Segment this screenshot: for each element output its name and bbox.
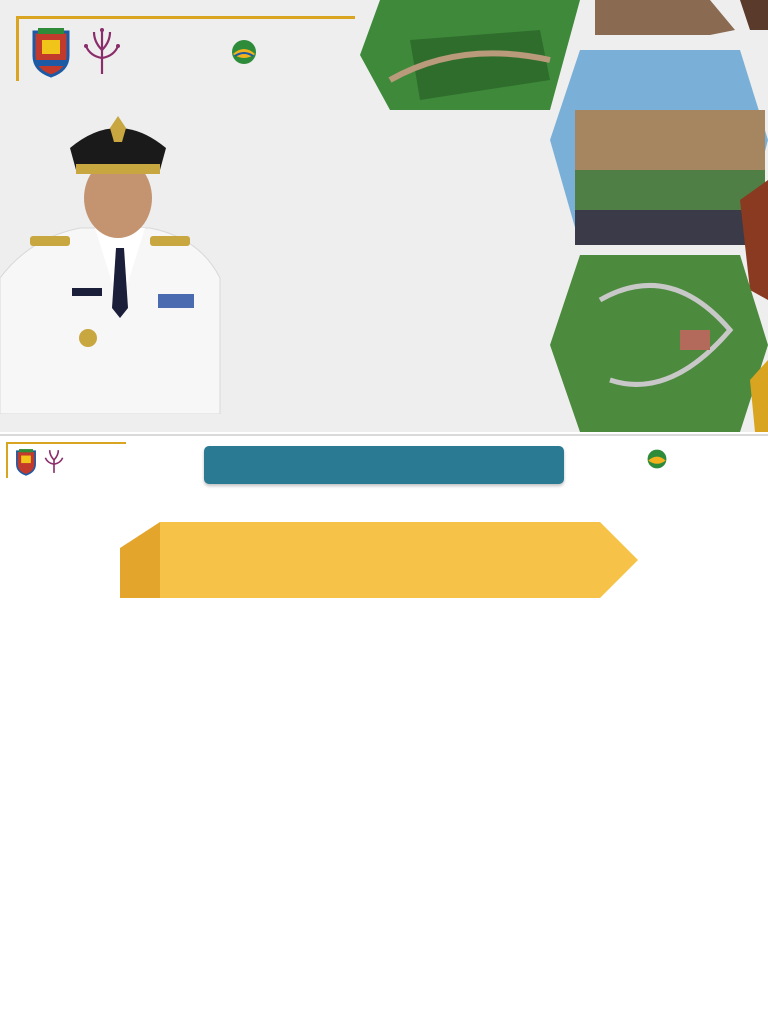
bappeda-logo-mark bbox=[230, 38, 258, 66]
photo-collage bbox=[350, 0, 768, 432]
slide-header bbox=[204, 446, 564, 484]
official-portrait bbox=[0, 108, 225, 414]
dinamika-item-1 bbox=[120, 522, 640, 594]
bappeda-logo-mark bbox=[646, 448, 668, 470]
cover-slide bbox=[0, 0, 768, 432]
regency-emblem bbox=[30, 26, 72, 78]
tangerang-logo-mark bbox=[80, 28, 124, 76]
regency-emblem bbox=[14, 448, 38, 476]
dinamika-slide bbox=[0, 434, 768, 868]
arrow-banner-1 bbox=[120, 522, 640, 598]
tangerang-logo-mark bbox=[42, 448, 66, 474]
